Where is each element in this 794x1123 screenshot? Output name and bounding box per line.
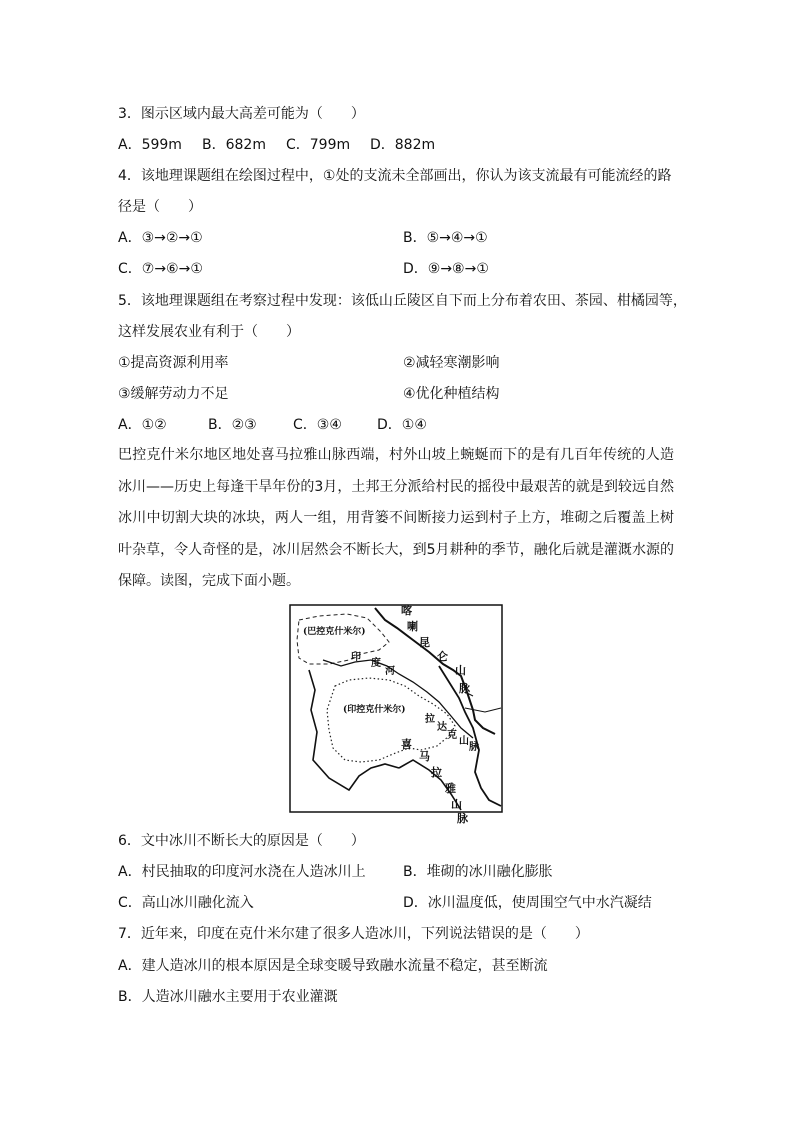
label-himalaya-3: 拉 bbox=[431, 766, 442, 779]
q6-option-a: A．村民抽取的印度河水浇在人造冰川上 bbox=[118, 864, 366, 880]
q3-option-a: A．599m bbox=[118, 137, 182, 153]
passage-text: 巴控克什米尔地区地处喜马拉雅山脉西端，村外山坡上蜿蜒而下的是有几百年传统的人造冰川——历史上每逢干旱年份的3月，土邦王分派给村民的摇役中最艰苦的就是到较远自然冰川中切割大块的冰块，两人一组，用背篓不间断接力运到村子上方，堆砌之后覆盖上树叶杂草，令人奇怪的是，冰川居然会不断长大，到5月耕种的季节，融化后就是灌溉水源的保障。读图，完成下面小题。 bbox=[118, 447, 674, 589]
q7-stem: 7．近年来，印度在克什米尔建了很多人造冰川，下列说法错误的是（ ） bbox=[118, 926, 589, 942]
q5-option-d: D．①④ bbox=[377, 417, 427, 433]
q4-option-c: C．⑦→⑥→① bbox=[118, 261, 203, 277]
label-ladakh-2: 达 bbox=[437, 722, 447, 733]
q5-stem-line1: 5．该地理课题组在考察过程中发现：该低山丘陵区自下而上分布着农田、茶园、柑橘园等， bbox=[118, 293, 687, 309]
label-himalaya-4: 雅 bbox=[445, 782, 456, 795]
q5-item-3: ③缓解劳动力不足 bbox=[118, 386, 229, 402]
label-yindu-3: 河 bbox=[385, 666, 395, 677]
label-himalaya-1: 喜 bbox=[401, 738, 412, 751]
q5-option-b: B．②③ bbox=[208, 417, 257, 433]
label-yindu-2: 度 bbox=[371, 658, 381, 669]
q6-option-c: C．高山冰川融化流入 bbox=[118, 895, 254, 911]
label-himalaya-2: 马 bbox=[419, 750, 430, 763]
q7-option-b: B．人造冰川融水主要用于农业灌溉 bbox=[118, 989, 338, 1005]
q5-stem-line2: 这样发展农业有利于（ ） bbox=[118, 324, 300, 340]
q5-item-4: ④优化种植结构 bbox=[403, 386, 500, 402]
q7-option-a: A．建人造冰川的根本原因是全球变暖导致融水流量不稳定，甚至断流 bbox=[118, 958, 548, 974]
label-kunlun-2: 喇 bbox=[407, 620, 418, 633]
q3-option-d: D．882m bbox=[370, 137, 436, 153]
label-yinkong: (印控克什米尔) bbox=[343, 705, 406, 715]
q5-option-a: A．①② bbox=[118, 417, 167, 433]
q4-stem-line1: 4．该地理课题组在绘图过程中，①处的支流未全部画出，你认为该支流最有可能流经的路 bbox=[118, 168, 672, 184]
label-ladakh-3: 克 bbox=[447, 730, 457, 741]
label-kunlun-3: 昆 bbox=[419, 636, 430, 649]
q4-option-d: D．⑨→⑧→① bbox=[403, 261, 489, 277]
label-yindu-1: 印 bbox=[351, 652, 361, 663]
label-himalaya-6: 脉 bbox=[457, 812, 468, 825]
q6-option-d: D．冰川温度低，使周围空气中水汽凝结 bbox=[403, 895, 652, 911]
label-ladakh-5: 脉 bbox=[469, 742, 479, 753]
label-himalaya-5: 山 bbox=[451, 798, 462, 811]
q3-option-b: B．682m bbox=[202, 137, 266, 153]
label-kunlun-4: 仑 bbox=[437, 650, 448, 663]
q3-option-c: C．799m bbox=[286, 137, 351, 153]
q5-item-2: ②减轻寒潮影响 bbox=[403, 355, 500, 371]
label-ladakh-1: 拉 bbox=[425, 714, 435, 725]
q6-option-b: B．堆砌的冰川融化膨胀 bbox=[403, 864, 553, 880]
label-kunlun-5: 山 bbox=[455, 664, 466, 677]
label-bakong: (巴控克什米尔) bbox=[303, 627, 366, 637]
label-ladakh-4: 山 bbox=[459, 736, 469, 747]
q4-option-b: B．⑤→④→① bbox=[403, 230, 488, 246]
q4-option-a: A．③→②→① bbox=[118, 230, 203, 246]
q4-stem-line2: 径是（ ） bbox=[118, 199, 202, 215]
q5-option-c: C．③④ bbox=[293, 417, 342, 433]
q6-stem: 6．文中冰川不断长大的原因是（ ） bbox=[118, 833, 365, 849]
label-kunlun-1: 喀 bbox=[401, 604, 412, 617]
label-kunlun-6: 脉 bbox=[459, 682, 470, 695]
kashmir-map bbox=[289, 600, 503, 825]
q3-stem: 3．图示区域内最大高差可能为（ ） bbox=[118, 106, 365, 122]
q5-item-1: ①提高资源利用率 bbox=[118, 355, 229, 371]
